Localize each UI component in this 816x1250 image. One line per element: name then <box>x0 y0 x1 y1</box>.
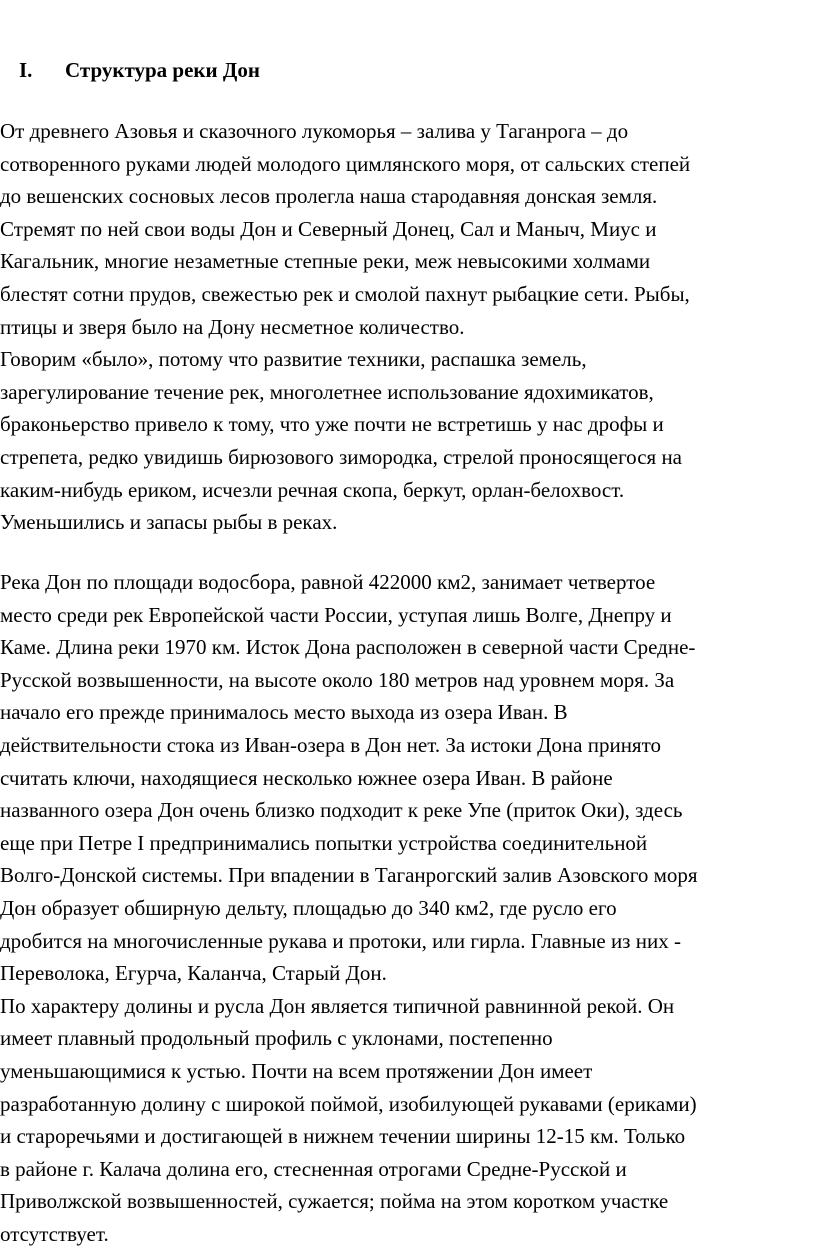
text-line: действительности стока из Иван-озера в Дон нет. За истоки Дона принято <box>0 732 661 757</box>
text-line: начало его прежде принималось место выхода из озера Иван. В <box>0 700 568 725</box>
text-line: разработанную долину с широкой поймой, изобилующей рукавами (ериками) <box>0 1091 697 1116</box>
text-line: Переволока, Егурча, Каланча, Старый Дон. <box>0 961 387 986</box>
text-line: каким-нибудь ериком, исчезли речная скопа, беркут, орлан-белохвост. <box>0 477 625 502</box>
section-title: Структура реки Дон <box>65 58 260 82</box>
text-line: в районе г. Калача долина его, стесненная отрогами Средне-Русской и <box>0 1156 627 1181</box>
text-line: блестят сотни прудов, свежестью рек и смолой пахнут рыбацкие сети. Рыбы, <box>0 281 690 306</box>
text-line: уменьшающимися к устью. Почти на всем протяжении Дон имеет <box>0 1058 593 1083</box>
text-line: Волго-Донской системы. При впадении в Таганрогский залив Азовского моря <box>0 863 698 888</box>
text-line: Говорим «было», потому что развитие техники, распашка земель, <box>0 347 587 372</box>
text-line: Стремят по ней свои воды Дон и Северный Донец, Сал и Маныч, Миус и <box>0 216 657 241</box>
paragraph-block-2 <box>0 566 816 1250</box>
text-line: Русской возвышенности, на высоте около 180 метров над уровнем моря. За <box>0 667 675 692</box>
text-line: считать ключи, находящиеся несколько южнее озера Иван. В районе <box>0 765 613 790</box>
text-line: От древнего Азовья и сказочного лукоморья – залива у Таганрога – до <box>0 119 629 143</box>
section-number: I. <box>19 58 33 82</box>
text-line: место среди рек Европейской части России, уступая лишь Волге, Днепру и <box>0 602 672 627</box>
text-line: до вешенских сосновых лесов пролегла наша стародавняя донская земля. <box>0 184 658 209</box>
text-line: птицы и зверя было на Дону несметное количество. <box>0 314 465 339</box>
section-heading <box>19 55 260 85</box>
text-line: отсутствует. <box>0 1221 109 1246</box>
text-line: браконьерство привело к тому, что уже почти не встретишь у нас дрофы и <box>0 412 664 437</box>
text-line: названного озера Дон очень близко подходит к реке Упе (приток Оки), здесь <box>0 798 683 823</box>
text-line: Кагальник, многие незаметные степные реки, меж невысокими холмами <box>0 249 651 274</box>
text-line: стрепета, редко увидишь бирюзового зимородка, стрелой проносящегося на <box>0 444 682 469</box>
text-line: сотворенного руками людей молодого цимлянского моря, от сальских степей <box>0 151 691 176</box>
text-line: По характеру долины и русла Дон является типичной равнинной рекой. Он <box>0 993 675 1018</box>
text-line: Приволжской возвышенностей, сужается; пойма на этом коротком участке <box>0 1189 669 1214</box>
text-line: Уменьшились и запасы рыбы в реках. <box>0 510 338 535</box>
text-line: Дон образует обширную дельту, площадью до 340 км2, где русло его <box>0 895 617 920</box>
text-line: Река Дон по площади водосбора, равной 422000 км2, занимает четвертое <box>0 570 656 594</box>
text-line: дробится на многочисленные рукава и протоки, или гирла. Главные из них - <box>0 928 681 953</box>
text-line: имеет плавный продольный профиль с уклонами, постепенно <box>0 1026 553 1051</box>
text-line: еще при Петре I предпринимались попытки устройства соединительной <box>0 830 648 855</box>
paragraph-block-1 <box>0 115 816 539</box>
text-line: зарегулирование течение рек, многолетнее использование ядохимикатов, <box>0 379 654 404</box>
text-line: и староречьями и достигающей в нижнем течении ширины 12-15 км. Только <box>0 1124 686 1149</box>
text-line: Каме. Длина реки 1970 км. Исток Дона расположен в северной части Средне- <box>0 635 696 660</box>
